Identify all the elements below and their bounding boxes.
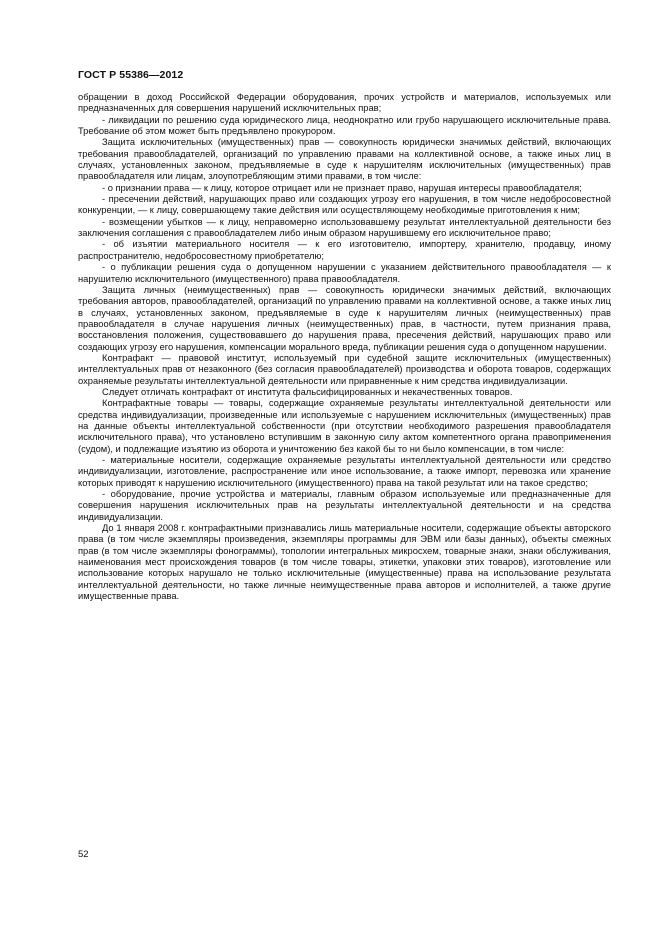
paragraph: - о публикации решения суда о допущенном нарушении с указанием действительного правообладателя — к нарушителю исключительного (имущественного) права правообладателя. bbox=[78, 262, 611, 284]
paragraph: - об изъятии материального носителя — к его изготовителю, импортеру, хранителю, продавцу, иному распространителю, недобросовестному приобретателю; bbox=[78, 239, 611, 261]
page-number: 52 bbox=[78, 849, 89, 860]
paragraph: - материальные носители, содержащие охраняемые результаты интеллектуальной деятельности или средство индивидуализации, изготовление, распространение или иное использование, а также импорт, перевозка или хранение которых приводят к нарушению исключительного (имущественного) права на такой результат или на такое средство; bbox=[78, 455, 611, 488]
paragraph: Контрафакт — правовой институт, используемый при судебной защите исключительных (имущественных) интеллектуальных прав от незаконного (без согласия правообладателей) производства и оборота товаров, содержащих охраняемые результаты интеллектуальной деятельности или приравненные к ним средства индивидуализации. bbox=[78, 352, 611, 386]
paragraph: До 1 января 2008 г. контрафактными признавались лишь материальные носители, содержащие объекты авторского права (в том числе экземпляры произведения, экземпляры программы для ЭВМ или базы данных), объекты смежных прав (в том числе экземпляры фонограммы), топологии интегральных микросхем, товарные знаки, знаки обслуживания, наименования мест происхождения товаров (в том числе товары, этикетки, упаковки этих товаров), изготовление или использование которых нарушало не только исключительные (имущественные) права на использование результата интеллектуальной деятельности, но также личные неимущественные права авторов и исполнителей, а также другие имущественные права. bbox=[78, 523, 611, 602]
paragraph: Контрафактные товары — товары, содержащие охраняемые результаты интеллектуальной деятельности или средства индивидуализации, произведенные или используемые с нарушением исключительных (имущественных) прав на данные объекты интеллектуальной собственности (при отсутствии необходимого разрешения правообладателя исключительного права), что установлено вступившим в законную силу актом компетентного органа правоприменения (судом), и подлежащие изъятию из оборота и уничтожению без какой бы то ни было компенсации, в том числе: bbox=[78, 398, 611, 454]
paragraph: Защита личных (неимущественных) прав — совокупность юридически значимых действий, включающих требования авторов, правообладателей, организаций по управлению правами на коллективной основе, а также иных лиц в случаях, установленных законом, предъявляемые в суде к нарушителям личных (неимущественных) прав правообладателя в случае нарушения личных (неимущественных) прав, в частности, путем признания права, восстановления положения, существовавшего до нарушения права, пресечения действий, нарушающих право или создающих угрозу его нарушения, компенсации морального вреда, публикации решения суда о допущенном нарушении. bbox=[78, 284, 611, 352]
paragraph: - пресечении действий, нарушающих право или создающих угрозу его нарушения, в том числе недобросовестной конкуренции, — к лицу, совершающему такие действия или осуществляющему необходимые приготовления к ним; bbox=[78, 194, 611, 216]
paragraph: Защита исключительных (имущественных) прав — совокупность юридически значимых действий, включающих требования правообладателей, организаций по управлению правами на коллективной основе, а также иных лиц в случаях, установленных законом, предъявляемые в суде к нарушителям исключительных (имущественных) прав правообладателя или лицам, злоупотребляющим этими правами, в том числе: bbox=[78, 137, 611, 182]
document-header: ГОСТ Р 55386—2012 bbox=[78, 69, 184, 81]
paragraph: - о признании права — к лицу, которое отрицает или не признает право, нарушая интересы правообладателя; bbox=[102, 182, 582, 193]
paragraph: - возмещении убытков — к лицу, неправомерно использовавшему результат интеллектуальной деятельности без заключения соглашения с правообладателем либо иным образом нарушившему его исключительное право; bbox=[78, 216, 611, 239]
body-text bbox=[78, 92, 611, 602]
paragraph: Следует отличать контрафакт от института фальсифицированных и некачественных товаров. bbox=[102, 386, 513, 397]
paragraph: - оборудование, прочие устройства и материалы, главным образом используемые или предназначенные для совершения нарушения исключительных прав на результаты интеллектуальной деятельности и на средства индивидуализации. bbox=[78, 489, 611, 522]
paragraph: - ликвидации по решению суда юридического лица, неоднократно или грубо нарушающего исключительные права. Требование об этом может быть предъявлено прокурором. bbox=[78, 114, 611, 137]
paragraph: обращении в доход Российской Федерации оборудования, прочих устройств и материалов, используемых или предназначенных для совершения нарушений исключительных прав; bbox=[78, 92, 611, 114]
